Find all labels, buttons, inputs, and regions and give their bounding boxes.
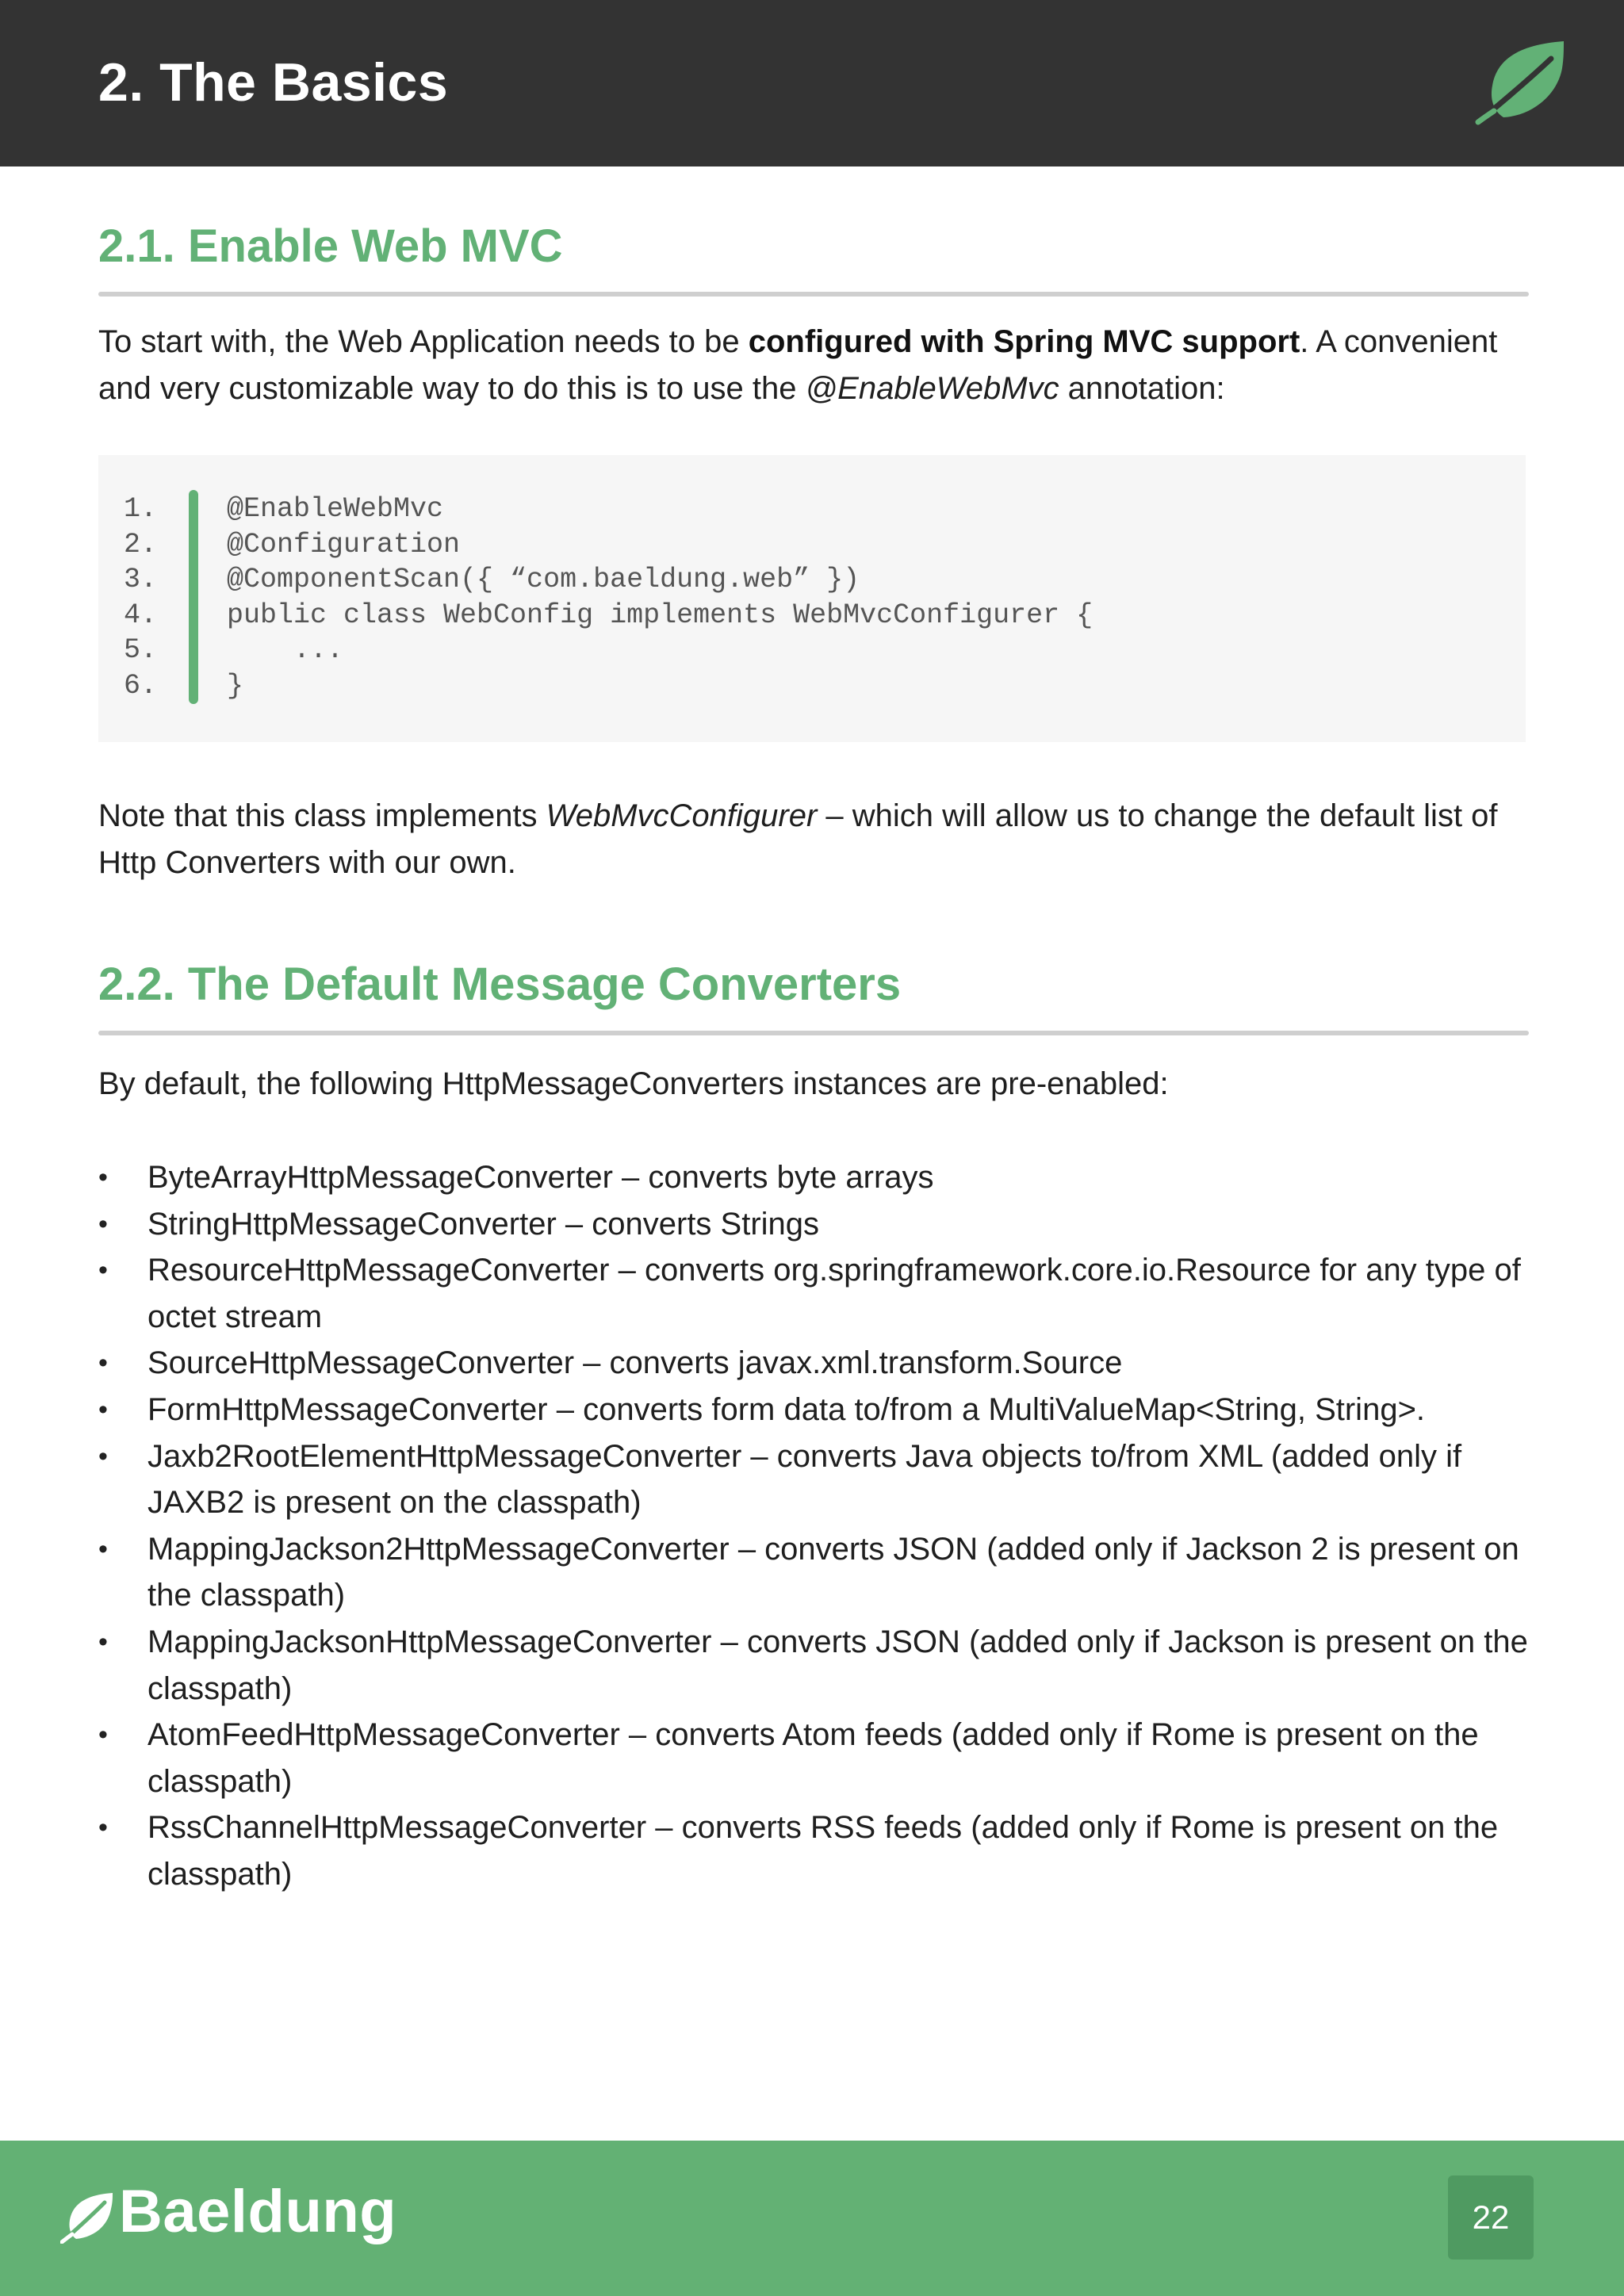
intro-paragraph: To start with, the Web Application needs to be configured with Spring MVC support. A convenient and very customizable way to do this is to use the @EnableWebMvc annotation: xyxy=(98,324,1498,406)
bullet-icon: • xyxy=(98,1812,108,1843)
code-line: public class WebConfig implements WebMvcConfigurer { xyxy=(227,599,1094,631)
page-title: 2. The Basics xyxy=(98,52,449,113)
code-line: ... xyxy=(227,634,344,667)
code-lines xyxy=(227,492,1093,704)
list-item: • ByteArrayHttpMessageConverter – converts byte arrays xyxy=(98,1154,1557,1201)
bullet-icon: • xyxy=(98,1255,108,1286)
section-divider xyxy=(98,1031,1529,1035)
code-line: @ComponentScan({ “com.baeldung.web” }) xyxy=(227,564,860,596)
bullet-icon: • xyxy=(98,1441,108,1471)
bullet-icon: • xyxy=(98,1626,108,1657)
code-line-number: 2. xyxy=(124,528,158,561)
section-divider xyxy=(98,292,1529,297)
code-line-number: 3. xyxy=(124,564,158,596)
annotation-name: @EnableWebMvc xyxy=(805,371,1059,406)
leaf-icon xyxy=(60,2191,114,2244)
code-line-number: 1. xyxy=(124,493,158,525)
section-heading-default-converters: 2.2. The Default Message Converters xyxy=(98,959,902,1010)
list-item: • Jaxb2RootElementHttpMessageConverter – converts Java objects to/from XML (added only if JAXB2 is present on the classpath) xyxy=(98,1433,1557,1526)
section-heading-enable-web-mvc: 2.1. Enable Web MVC xyxy=(98,220,563,272)
bullet-icon: • xyxy=(98,1533,108,1564)
list-item: • RssChannelHttpMessageConverter – converts RSS feeds (added only if Rome is present on the classpath) xyxy=(98,1804,1557,1897)
code-line: @EnableWebMvc xyxy=(227,493,444,525)
code-accent-bar xyxy=(189,490,198,704)
bullet-icon: • xyxy=(98,1348,108,1379)
bold-phrase: configured with Spring MVC support xyxy=(748,324,1300,359)
list-item: • ResourceHttpMessageConverter – converts org.springframework.core.io.Resource for any type of octet stream xyxy=(98,1247,1557,1340)
code-line: } xyxy=(227,669,244,702)
code-line-number: 5. xyxy=(124,634,158,667)
interface-name: WebMvcConfigurer xyxy=(546,798,818,833)
bullet-icon: • xyxy=(98,1394,108,1425)
list-item: • SourceHttpMessageConverter – converts javax.xml.transform.Source xyxy=(98,1340,1557,1387)
list-item: • MappingJacksonHttpMessageConverter – converts JSON (added only if Jackson is present on the classpath) xyxy=(98,1619,1557,1712)
list-item: • FormHttpMessageConverter – converts form data to/from a MultiValueMap<String, String>. xyxy=(98,1387,1557,1433)
leaf-icon xyxy=(1475,40,1567,127)
brand-logo: Baeldung xyxy=(119,2178,397,2245)
bullet-icon: • xyxy=(98,1720,108,1751)
code-line-numbers xyxy=(124,492,157,704)
converters-list xyxy=(98,1154,1557,1898)
list-item: • AtomFeedHttpMessageConverter – converts Atom feeds (added only if Rome is present on the classpath) xyxy=(98,1712,1557,1804)
note-paragraph: Note that this class implements WebMvcConfigurer – which will allow us to change the default list of Http Converters with our own. xyxy=(98,798,1498,880)
converters-intro-paragraph: By default, the following HttpMessageConverters instances are pre-enabled: xyxy=(98,1066,1169,1101)
list-item: • MappingJackson2HttpMessageConverter – converts JSON (added only if Jackson 2 is present on the classpath) xyxy=(98,1526,1557,1619)
bullet-icon: • xyxy=(98,1162,108,1192)
list-item: • StringHttpMessageConverter – converts Strings xyxy=(98,1201,1557,1248)
page-number: 22 xyxy=(1472,2198,1510,2236)
bullet-icon: • xyxy=(98,1208,108,1239)
code-line: @Configuration xyxy=(227,528,461,561)
code-line-number: 4. xyxy=(124,599,158,631)
code-line-number: 6. xyxy=(124,669,158,702)
